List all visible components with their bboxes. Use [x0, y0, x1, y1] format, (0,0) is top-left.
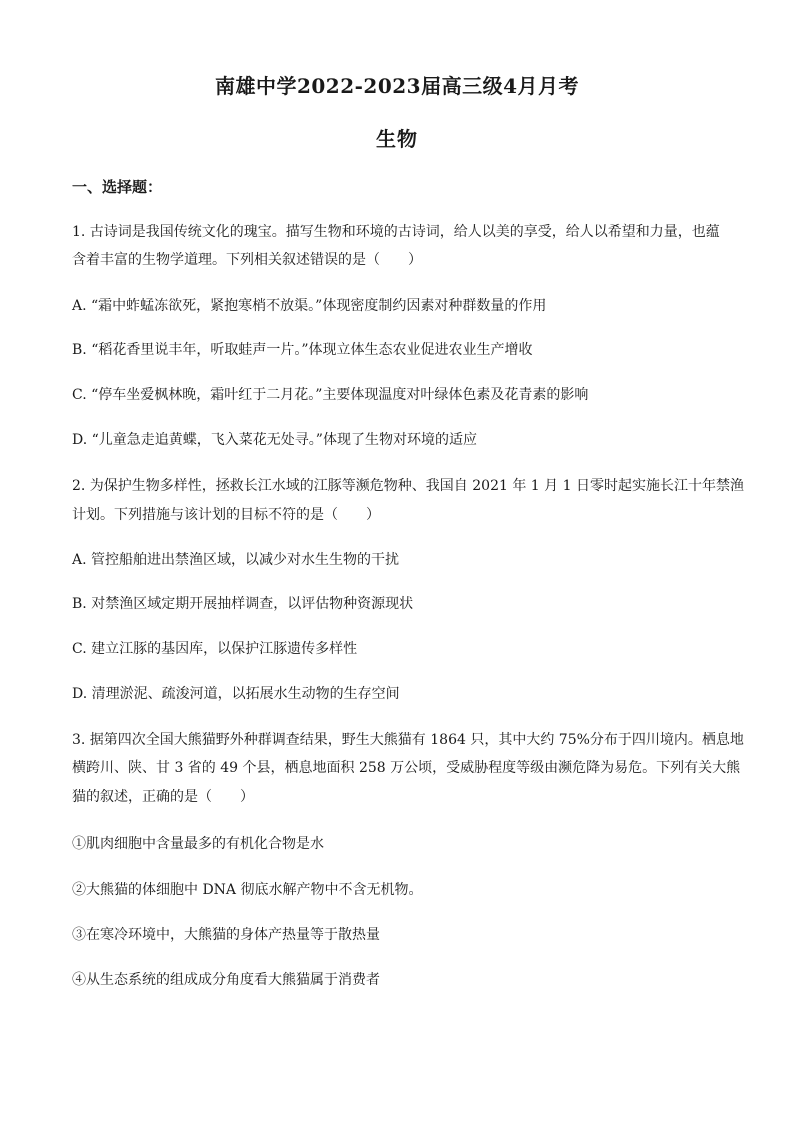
q1-option-b: B. “稻花香里说丰年，听取蛙声一片。”体现立体生态农业促进农业生产增收: [72, 342, 533, 358]
q1-option-d: D. “儿童急走追黄蝶，飞入菜花无处寻。”体现了生物对环境的适应: [72, 432, 477, 448]
exam-title: 南雄中学2022-2023届高三级4月月考: [214, 74, 580, 98]
exam-subject: 生物: [376, 127, 418, 151]
q3-item-1: ①肌肉细胞中含量最多的有机化合物是水: [72, 836, 324, 852]
q2-option-c: C. 建立江豚的基因库，以保护江豚遗传多样性: [72, 641, 358, 657]
q3-stem-line-2: 横跨川、陕、甘 3 省的 49 个县，栖息地面积 258 万公顷，受威胁程度等级由濒危降为易危。下列有关大熊: [72, 760, 741, 776]
q2-option-a: A. 管控船舶进出禁渔区域，以减少对水生生物的干扰: [72, 552, 400, 568]
q1-option-a: A. “霜中蚱蜢冻欲死，紧抱寒梢不放渠。”体现密度制约因素对种群数量的作用: [72, 298, 547, 314]
q1-stem-line-1: 1. 古诗词是我国传统文化的瑰宝。描写生物和环境的古诗词，给人以美的享受，给人以希望和力量，也蕴: [72, 224, 720, 240]
q3-item-2: ②大熊猫的体细胞中 DNA 彻底水解产物中不含无机物。: [72, 882, 423, 898]
q2-stem-line-2: 计划。下列措施与该计划的目标不符的是（ ）: [72, 507, 380, 523]
q2-option-b: B. 对禁渔区域定期开展抽样调查，以评估物种资源现状: [72, 596, 414, 612]
q2-stem-line-1: 2. 为保护生物多样性，拯救长江水域的江豚等濒危物种、我国自 2021 年 1 月 1 日零时起实施长江十年禁渔: [72, 478, 744, 494]
q3-item-3: ③在寒冷环境中，大熊猫的身体产热量等于散热量: [72, 927, 380, 943]
q1-option-c: C. “停车坐爱枫林晚，霜叶红于二月花。”主要体现温度对叶绿体色素及花青素的影响: [72, 387, 589, 403]
q3-item-4: ④从生态系统的组成成分角度看大熊猫属于消费者: [72, 972, 380, 988]
section-heading: 一、选择题：: [72, 178, 163, 196]
q3-stem-line-3: 猫的叙述，正确的是（ ）: [72, 789, 254, 805]
q1-stem-line-2: 含着丰富的生物学道理。下列相关叙述错误的是（ ）: [72, 252, 422, 268]
q2-option-d: D. 清理淤泥、疏浚河道，以拓展水生动物的生存空间: [72, 686, 400, 702]
q3-stem-line-1: 3. 据第四次全国大熊猫野外种群调查结果，野生大熊猫有 1864 只，其中大约 75%分布于四川境内。栖息地: [72, 732, 744, 748]
